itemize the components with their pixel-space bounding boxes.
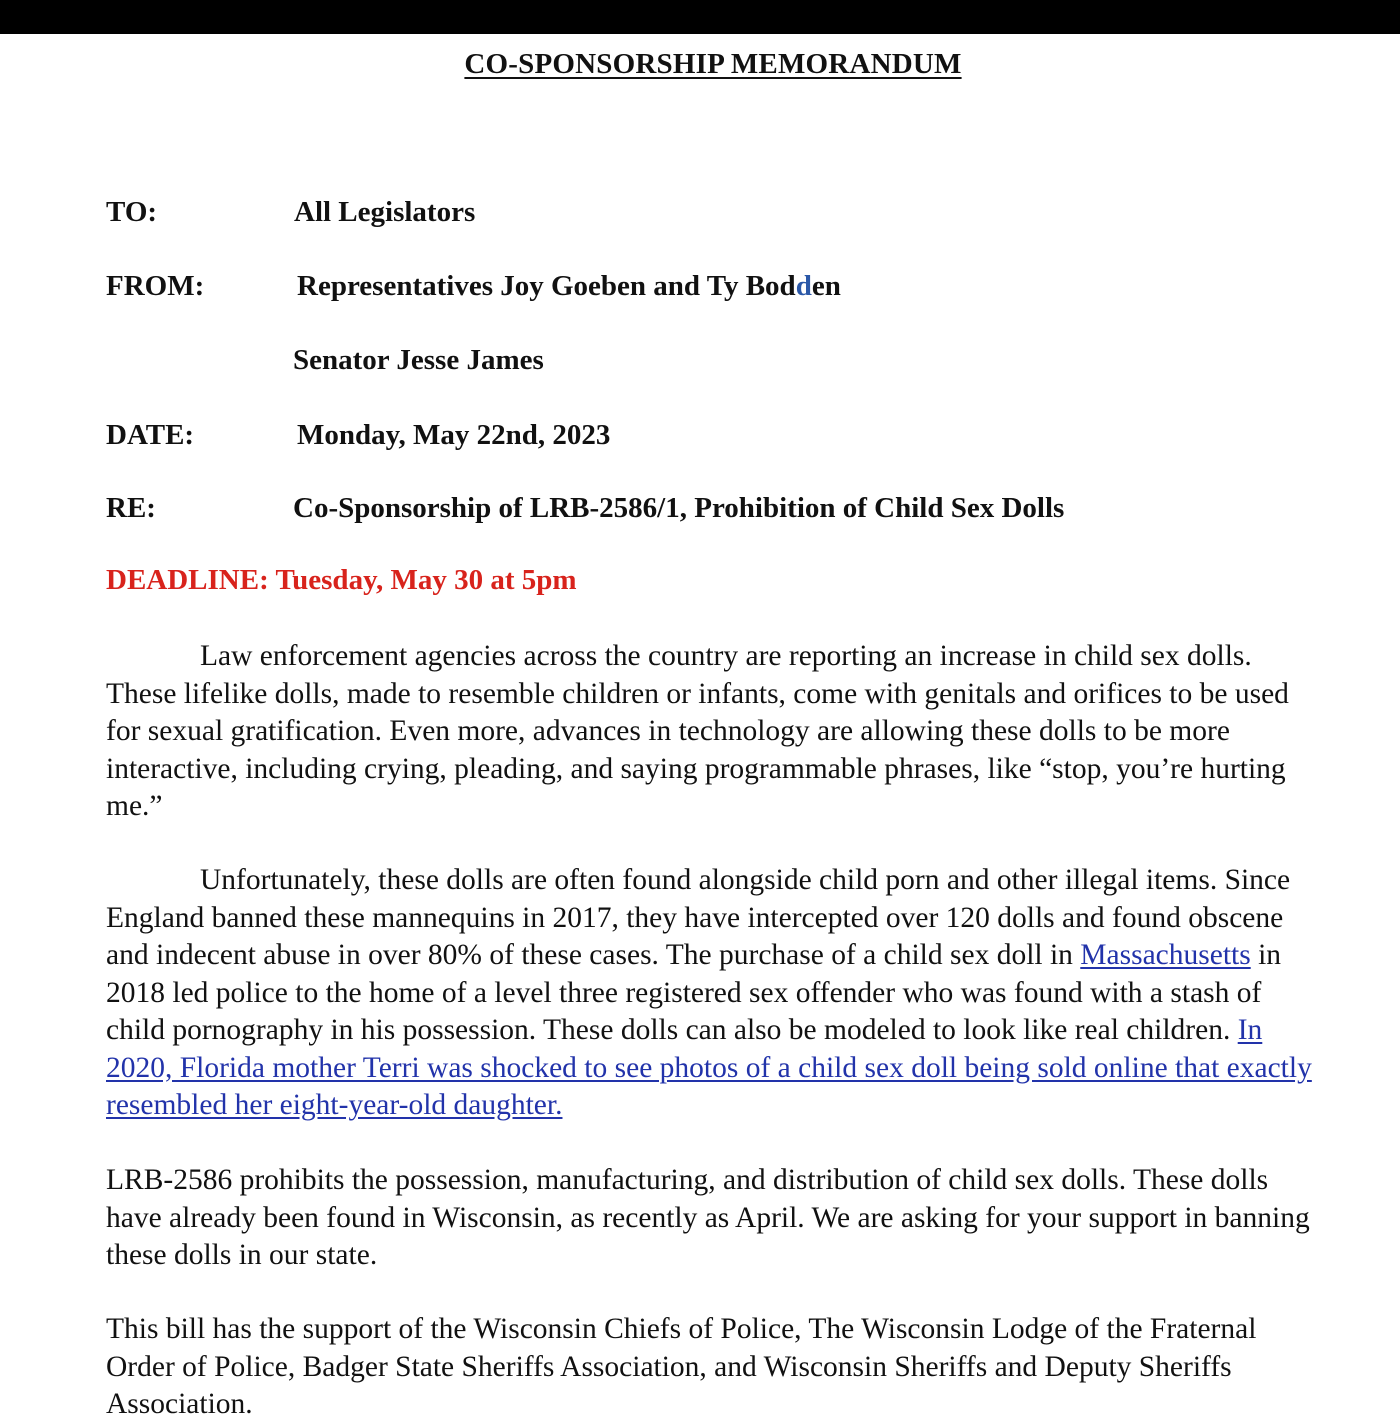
from-value-senator: Senator Jesse James [293,344,544,376]
paragraph-2-text: in 2018 led police to the home of a level three registered sex offender who was found with a stash of child pornography in his possession. These dolls can also be modeled to look like real children. [106,939,1282,1046]
top-black-bar [0,0,1400,34]
paragraph-1 [106,638,1326,826]
memo-page [0,34,1400,1420]
from-value-part: Representatives Joy Goeben and Ty Bod [297,270,796,302]
paragraph-3: LRB-2586 prohibits the possession, manufacturing, and distribution of child sex dolls. These dolls have already been found in Wisconsin, as recently as April. We are asking for your support in banning these dolls in our state. [106,1164,1310,1271]
paragraph-2-text: Unfortunately, these dolls are often found alongside child porn and other illegal items. Since England banned these mannequins in 2017, they have intercepted over 120 dolls and found obscene and indecent abuse in over 80% of these cases. The purchase of a child sex doll in [106,864,1291,971]
massachusetts-link[interactable]: Massachusetts [1080,939,1251,971]
re-value: Co-Sponsorship of LRB-2586/1, Prohibition of Child Sex Dolls [293,492,1065,524]
florida-article-link[interactable]: In 2020, Florida mother Terri was shocked to see photos of a child sex doll being sold online that exactly resembled her eight-year-old daughter. [106,1014,1312,1121]
date-value: Monday, May 22nd, 2023 [297,419,611,451]
memo-title: CO-SPONSORSHIP MEMORANDUM [464,48,962,80]
from-value-part: en [811,270,841,302]
from-label: FROM: [106,270,205,302]
re-label: RE: [106,492,156,524]
to-value: All Legislators [294,196,476,228]
paragraph-4: This bill has the support of the Wisconsin Chiefs of Police, The Wisconsin Lodge of the Fraternal Order of Police, Badger State Sheriffs Association, and Wisconsin Sheriffs and Deputy Sheriffs Association. [106,1313,1257,1420]
date-label: DATE: [106,419,195,451]
deadline-notice: DEADLINE: Tuesday, May 30 at 5pm [106,564,577,596]
paragraph-2 [106,862,1326,1125]
from-value-highlight: d [795,270,812,302]
to-label: TO: [106,196,158,228]
paragraph-1-text: Law enforcement agencies across the country are reporting an increase in child sex dolls. These lifelike dolls, made to resemble children or infants, come with genitals and orifices to be used for sexual gratification. Even more, advances in technology are allowing these dolls to be more interactive, including crying, pleading, and saying programmable phrases, like “stop, you’re hurting me.” [106,640,1289,822]
from-value-representatives [297,270,841,303]
